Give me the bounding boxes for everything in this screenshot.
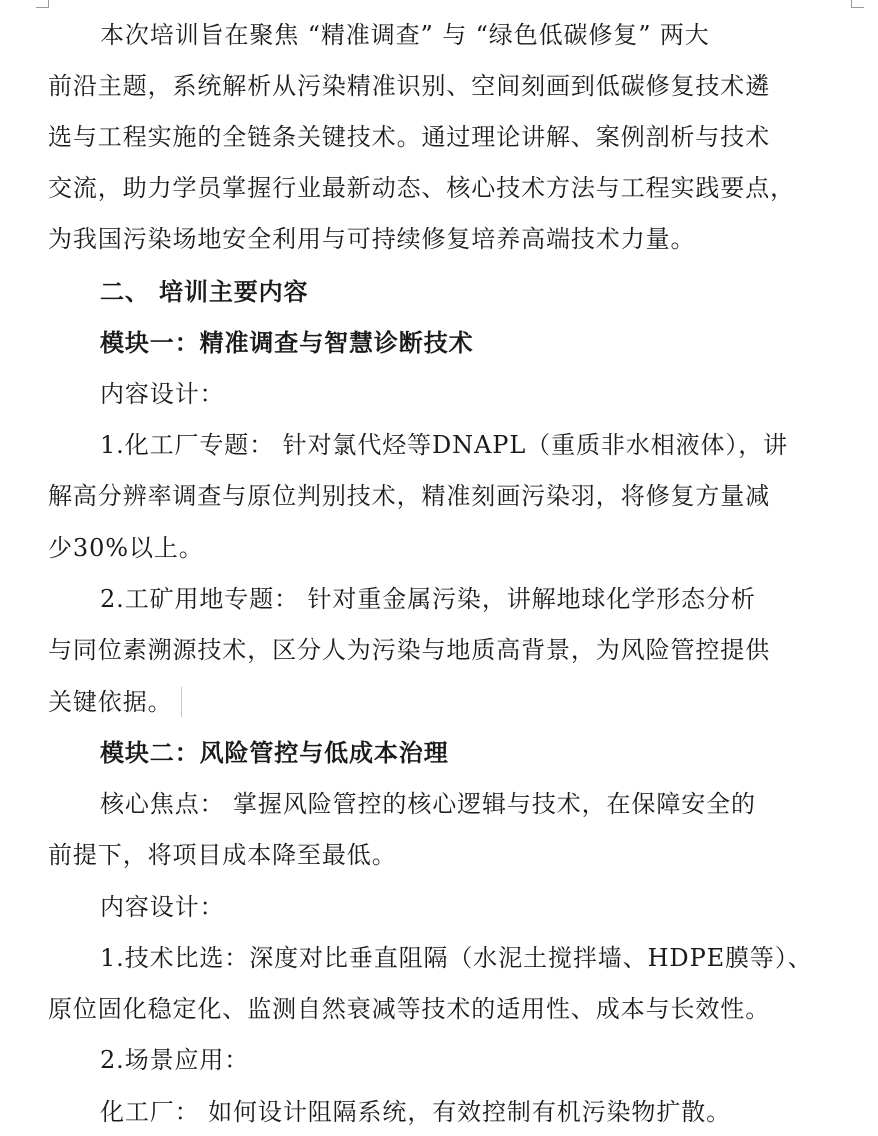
paragraph-intro-line-4: 交流，助力学员掌握行业最新动态、核心技术方法与工程实践要点， [48, 174, 795, 202]
module-2-item-2-label: 2.场景应用： [100, 1046, 250, 1074]
module-1-item-1-line-3: 少30%以上。 [48, 534, 204, 562]
module-2-item-1-line-2: 原位固化稳定化、监测自然衰减等技术的适用性、成本与长效性。 [48, 995, 771, 1023]
module-1-content-label: 内容设计： [100, 380, 225, 408]
module-1-item-2-line-1: 2.工矿用地专题： 针对重金属污染，讲解地球化学形态分析 [100, 585, 756, 613]
module-2-content-label: 内容设计： [100, 893, 225, 921]
paragraph-intro-line-3: 选与工程实施的全链条关键技术。通过理论讲解、案例剖析与技术 [48, 123, 771, 151]
module-2-focus-line-1: 核心焦点： 掌握风险管控的核心逻辑与技术，在保障安全的 [100, 790, 756, 818]
module-2-focus-line-2: 前提下，将项目成本降至最低。 [48, 841, 397, 869]
text-cursor [181, 687, 182, 717]
module-1-item-1-line-2: 解高分辨率调查与原位判别技术，精准刻画污染羽，将修复方量减 [48, 482, 771, 510]
module-1-item-2-line-2: 与同位素溯源技术，区分人为污染与地质高背景，为风险管控提供 [48, 636, 771, 664]
paragraph-intro-line-1: 本次培训旨在聚焦 “精准调查” 与 “绿色低碳修复” 两大 [100, 21, 710, 49]
module-2-heading: 模块二：风险管控与低成本治理 [100, 738, 449, 767]
page-corner-mark-left-h [36, 7, 48, 8]
page-corner-mark-right-h [852, 7, 864, 8]
section-heading-2: 二、 培训主要内容 [100, 277, 309, 306]
paragraph-intro-line-2: 前沿主题，系统解析从污染精准识别、空间刻画到低碳修复技术遴 [48, 72, 771, 100]
module-1-item-1-line-1: 1.化工厂专题： 针对氯代烃等DNAPL（重质非水相液体），讲 [100, 431, 789, 459]
module-1-heading: 模块一：精准调查与智慧诊断技术 [100, 328, 474, 357]
module-2-item-2-chemical-plant: 化工厂： 如何设计阻隔系统，有效控制有机污染物扩散。 [100, 1098, 732, 1126]
paragraph-intro-line-5: 为我国污染场地安全利用与可持续修复培养高端技术力量。 [48, 225, 696, 253]
module-1-item-2-line-3: 关键依据。 [48, 688, 173, 716]
page-corner-mark-left [48, 0, 49, 8]
module-2-item-1-line-1: 1.技术比选：深度对比垂直阻隔（水泥土搅拌墙、HDPE膜等）、 [100, 944, 813, 972]
